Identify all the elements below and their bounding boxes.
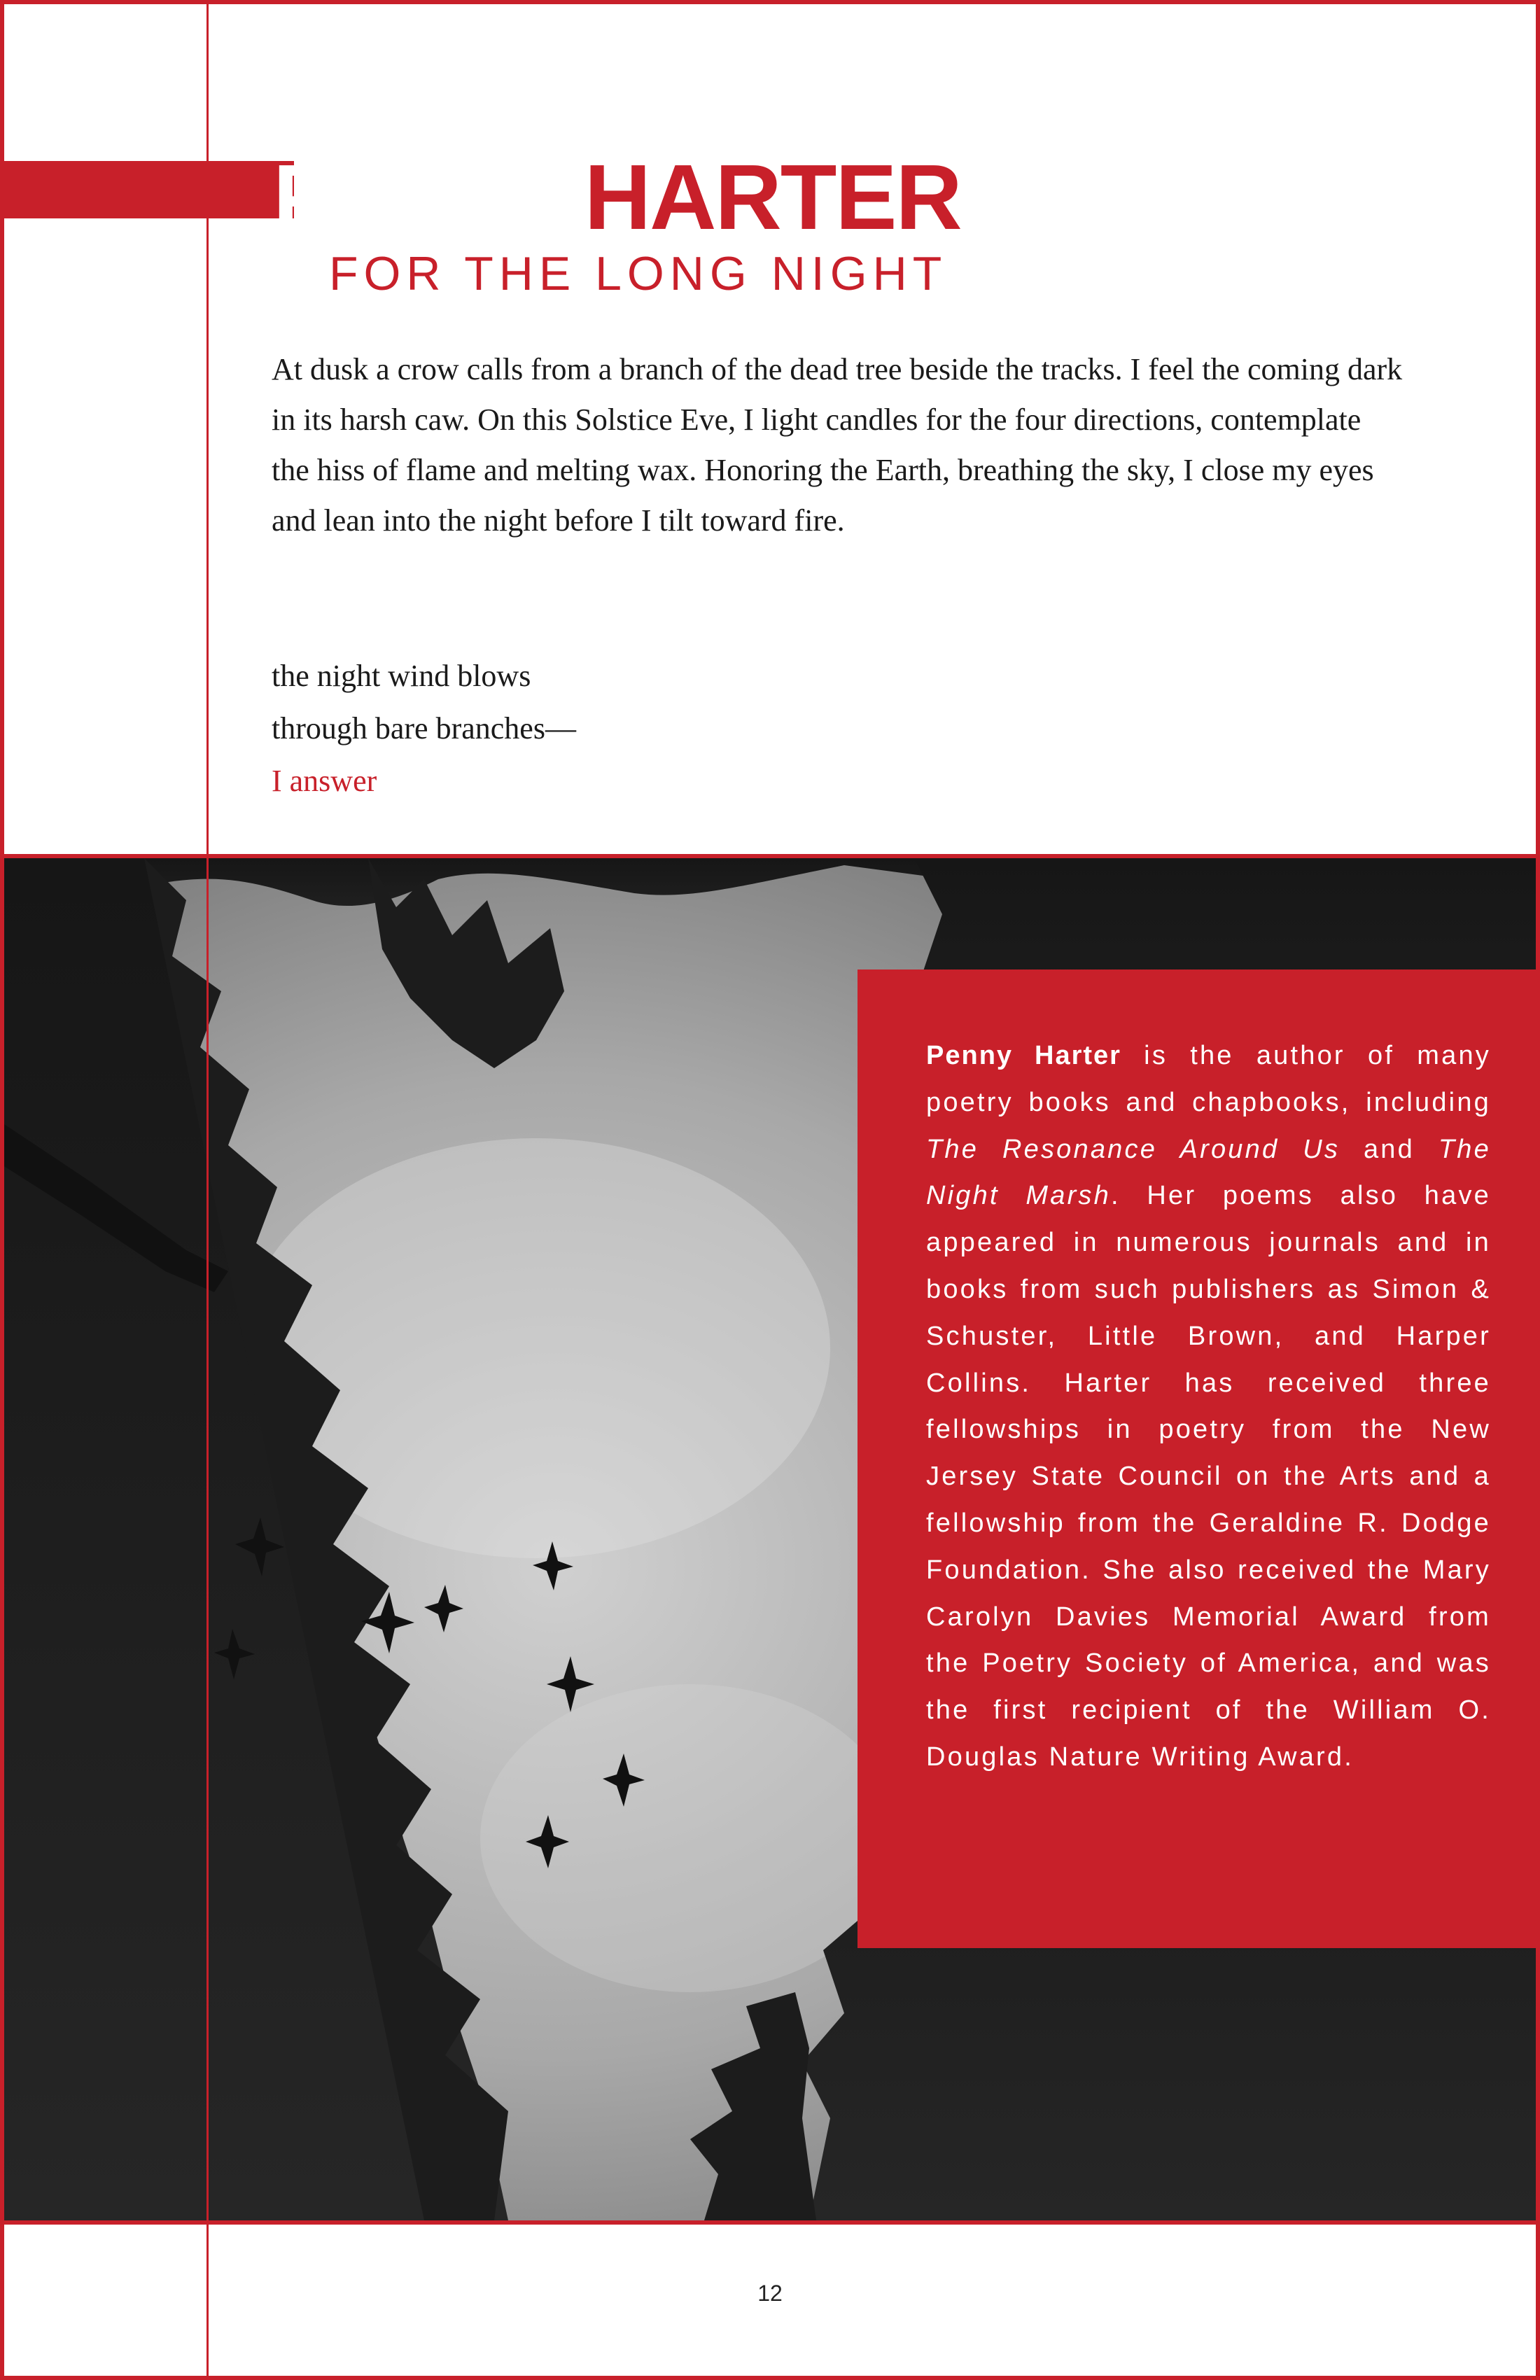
book-title: The Night Marsh — [926, 1134, 1491, 1211]
poem-title: FOR THE LONG NIGHT — [329, 247, 948, 300]
bio-text: and — [1340, 1134, 1438, 1164]
bio-text: is the author of many poetry books and chapbooks, including — [926, 1041, 1491, 1117]
author-name-heading — [273, 148, 961, 246]
poem-prose: At dusk a crow calls from a branch of the dead tree beside the tracks. I feel the coming dark in its harsh caw. On this Solstice Eve, I light candles for the four directions, contemplate the hiss of flame and melting wax. Honoring the Earth, breathing the sky, I close my eyes and lean into the night before I tilt toward fire. — [272, 352, 1403, 538]
haiku-line-3: I answer — [272, 764, 377, 798]
haiku-line-2: through bare branches— — [272, 711, 576, 746]
book-title: The Resonance Around Us — [926, 1134, 1340, 1164]
author-last-name: HARTER — [584, 146, 961, 248]
author-bio — [926, 1032, 1491, 1781]
bio-text: . Her poems also have appeared in numerous journals and in books from such publishers as Simon & Schuster, Little Brown, and Harper Collins. Harter has received three fellowships in poetry from the New Jersey State Council on the Arts and a fellowship from the Geraldine R. Dodge Foundation. She also received the Mary Carolyn Davies Memorial Award from the Poetry Society of America, and was the first recipient of the William O. Douglas Nature Writing Award. — [926, 1181, 1492, 1772]
page-number: 12 — [757, 2281, 783, 2306]
haiku — [272, 650, 576, 807]
photo-bottom-rule — [0, 2220, 1540, 2225]
margin-rule — [206, 0, 209, 2380]
bio-author-name: Penny Harter — [926, 1041, 1121, 1070]
author-first-name: PENNY — [273, 146, 584, 248]
title-accent-band — [0, 161, 294, 218]
author-bio-box — [858, 969, 1536, 1948]
photo-top-rule — [0, 854, 1540, 858]
haiku-line-1: the night wind blows — [272, 659, 531, 693]
